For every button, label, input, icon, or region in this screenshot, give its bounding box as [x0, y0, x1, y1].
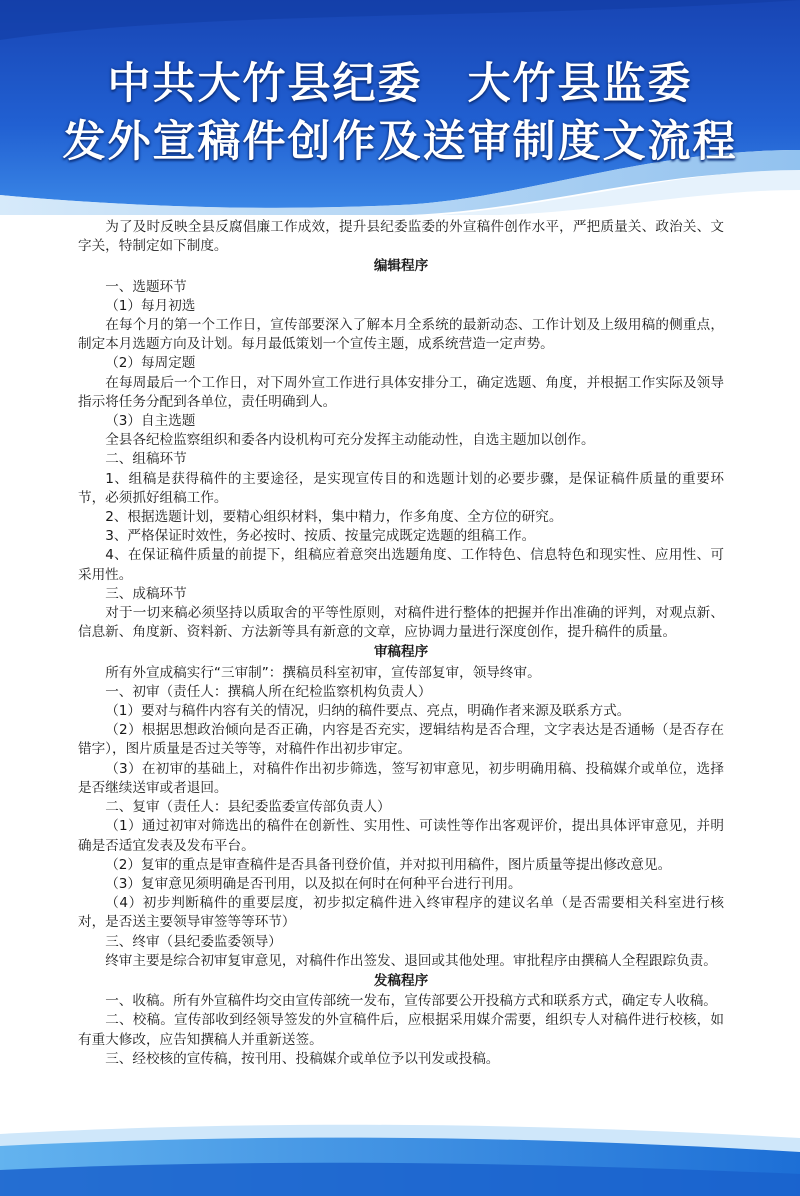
editing-s1-1-title: （1）每月初选 — [105, 297, 196, 314]
editing-s1-title: 一、选题环节 — [105, 278, 187, 295]
page-title-line2: 发外宣稿件创作及送审制度文流程 — [62, 117, 738, 167]
document-body — [78, 218, 724, 1069]
section-heading-editing: 编辑程序 — [373, 258, 429, 275]
footer-wave — [0, 1112, 800, 1196]
review-first-1: （1）要对与稿件内容有关的情况，归纳的稿件要点、亮点，明确作者来源及联系方式。 — [105, 703, 631, 720]
editing-s3-title: 三、成稿环节 — [105, 585, 187, 602]
intro-paragraph: 为了及时反映全县反腐倡廉工作成效，提升县纪委监委的外宣稿件创作水平，严把质量关、政治关、文字关，特制定如下制度。 — [78, 219, 724, 255]
review-first-title: 一、初审（责任人：撰稿人所在纪检监察机构负责人） — [105, 683, 432, 700]
review-second-title: 二、复审（责任人：县纪委监委宣传部负责人） — [105, 799, 391, 816]
review-final-title: 三、终审（县纪委监委领导） — [105, 933, 282, 950]
publish-p3: 三、经校核的宣传稿，按刊用、投稿媒介或单位予以刊发或投稿。 — [105, 1050, 500, 1067]
review-second-4: （4）初步判断稿件的重要层度，初步拟定稿件进入终审程序的建议名单（是否需要相关科室进行核对，是否送主要领导审签等等环节） — [78, 895, 724, 931]
editing-s2-3: 3、严格保证时效性，务必按时、按质、按量完成既定选题的组稿工作。 — [105, 528, 536, 545]
editing-s1-2-text: 在每周最后一个工作日，对下周外宣工作进行具体安排分工，确定选题、角度，并根据工作实际及领导指示将任务分配到各单位，责任明确到人。 — [78, 374, 724, 410]
review-first-3: （3）在初审的基础上，对稿件作出初步筛选，签写初审意见，初步明确用稿、投稿媒介或单位，选择是否继续送审或者退回。 — [78, 760, 724, 796]
publish-p2: 二、校稿。宣传部收到经领导签发的外宣稿件后，应根据采用媒介需要，组织专人对稿件进行校核，如有重大修改，应告知撰稿人并重新送签。 — [78, 1012, 724, 1048]
editing-s1-3-title: （3）自主选题 — [105, 413, 196, 430]
editing-s1-3-text: 全县各纪检监察组织和委各内设机构可充分发挥主动能动性，自选主题加以创作。 — [105, 432, 595, 449]
section-heading-review: 审稿程序 — [373, 644, 429, 661]
editing-s1-2-title: （2）每周定题 — [105, 355, 196, 372]
editing-s3-text: 对于一切来稿必须坚持以质取舍的平等性原则，对稿件进行整体的把握并作出准确的评判，对观点新、信息新、角度新、资料新、方法新等具有新意的文章，应协调力量进行深度创作，提升稿件的质量。 — [78, 605, 724, 641]
review-second-3: （3）复审意见须明确是否刊用，以及拟在何时在何种平台进行刊用。 — [105, 875, 522, 892]
review-intro: 所有外宣成稿实行“三审制”：撰稿员科室初审，宣传部复审，领导终审。 — [105, 664, 541, 681]
review-final-text: 终审主要是综合初审复审意见，对稿件作出签发、退回或其他处理。审批程序由撰稿人全程跟踪负责。 — [105, 952, 717, 969]
publish-p1: 一、收稿。所有外宣稿件均交由宣传部统一发布，宣传部要公开投稿方式和联系方式，确定专人收稿。 — [105, 993, 717, 1010]
page-title-line1: 中共大竹县纪委 大竹县监委 — [107, 59, 693, 109]
editing-s2-1: 1、组稿是获得稿件的主要途径，是实现宣传目的和选题计划的必要步骤，是保证稿件质量的重要环节，必须抓好组稿工作。 — [78, 470, 724, 506]
editing-s1-1-text: 在每个月的第一个工作日，宣传部要深入了解本月全系统的最新动态、工作计划及上级用稿的侧重点，制定本月选题方向及计划。每月最低策划一个宣传主题，成系统营造一定声势。 — [78, 317, 724, 353]
review-second-2: （2）复审的重点是审查稿件是否具备刊登价值，并对拟刊用稿件，图片质量等提出修改意见。 — [105, 856, 672, 873]
section-heading-publish: 发稿程序 — [373, 972, 429, 989]
review-second-1: （1）通过初审对筛选出的稿件在创新性、实用性、可读性等作出客观评价，提出具体评审意见，并明确是否适宜发表及发布平台。 — [78, 818, 724, 854]
editing-s2-2: 2、根据选题计划，要精心组织材料，集中精力，作多角度、全方位的研究。 — [105, 509, 563, 526]
editing-s2-4: 4、在保证稿件质量的前提下，组稿应着意突出选题角度、工作特色、信息特色和现实性、应用性、可采用性。 — [78, 547, 724, 583]
editing-s2-title: 二、组稿环节 — [105, 451, 187, 468]
review-first-2: （2）根据思想政治倾向是否正确，内容是否充实，逻辑结构是否合理，文字表达是否通畅（是否存在错字），图片质量是否过关等等，对稿件作出初步审定。 — [78, 722, 724, 758]
